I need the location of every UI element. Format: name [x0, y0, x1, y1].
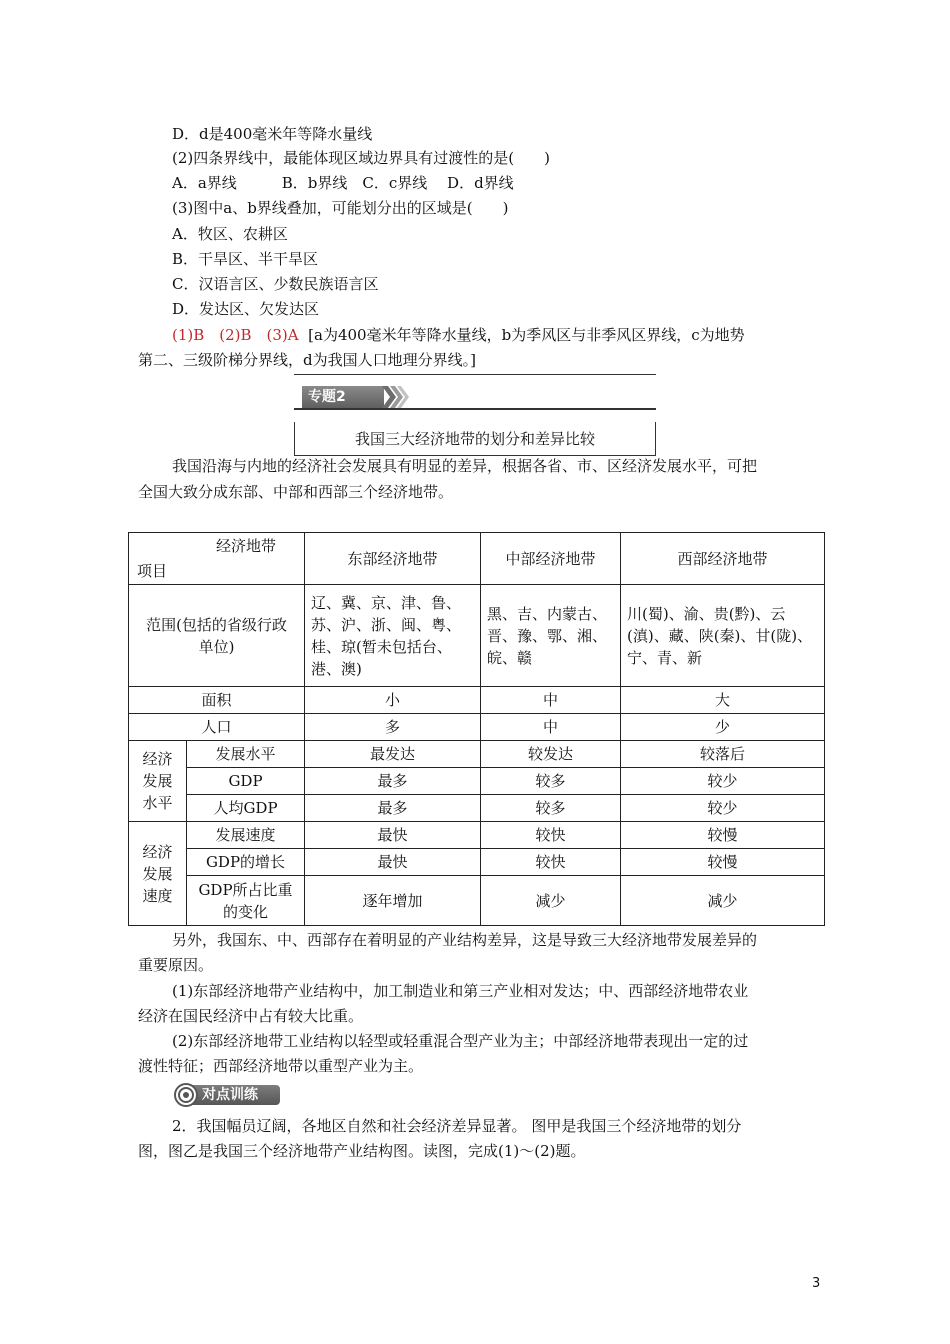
- sub-question-2-options: A．a界线 B．b界线 C．c界线 D．d界线: [172, 174, 514, 192]
- cell-west: 较落后: [621, 741, 825, 768]
- cell-west: 较少: [621, 795, 825, 822]
- economic-zones-table: [128, 532, 825, 926]
- explanation-line-1: [a为400毫米年等降水量线，b为季风区与非季风区界线，c为地势: [308, 326, 745, 344]
- population-label: 人口: [129, 714, 305, 741]
- topic-stripes-icon: [382, 386, 410, 408]
- area-east: 小: [305, 687, 481, 714]
- table-row-area: [129, 687, 825, 714]
- sub-question-3-option-a: A．牧区、农耕区: [172, 225, 288, 243]
- table-row: [129, 768, 825, 795]
- cell-west: 减少: [621, 876, 825, 926]
- explanation-line-2: 第二、三级阶梯分界线，d为我国人口地理分界线。]: [138, 351, 476, 369]
- table-row-scope: [129, 585, 825, 687]
- note-3-line-2: 渡性特征；西部经济地带以重型产业为主。: [138, 1057, 424, 1075]
- area-central: 中: [481, 687, 621, 714]
- population-central: 中: [481, 714, 621, 741]
- cell-east: 最快: [305, 822, 481, 849]
- sub-question-3-option-b: B．干旱区、半干旱区: [172, 250, 319, 268]
- training-badge-label: 对点训练: [188, 1085, 280, 1105]
- cell-west: 较慢: [621, 822, 825, 849]
- cell-central: 较多: [481, 768, 621, 795]
- answer-line: [172, 325, 745, 345]
- row-label: GDP: [187, 768, 305, 795]
- training-badge: [174, 1083, 282, 1107]
- table-row-population: [129, 714, 825, 741]
- option-d: D．d是400毫米年等降水量线: [172, 125, 373, 143]
- column-header-west: 西部经济地带: [621, 533, 825, 585]
- row-label: 发展速度: [187, 822, 305, 849]
- intro-line-2: 全国大致分成东部、中部和西部三个经济地带。: [138, 483, 454, 501]
- cell-east: 最多: [305, 795, 481, 822]
- header-diagonal-cell: [129, 533, 305, 585]
- scope-west: 川(蜀)、渝、贵(黔)、云(滇)、藏、陕(秦)、甘(陇)、宁、青、新: [621, 585, 825, 687]
- header-zone-label: 经济地带: [215, 537, 276, 555]
- speed-group-label: 经济发展速度: [129, 822, 187, 926]
- population-west: 少: [621, 714, 825, 741]
- table-header-row: [129, 533, 825, 585]
- answer-key: (1)B (2)B (3)A: [172, 326, 299, 344]
- table-row: [129, 876, 825, 926]
- cell-west: 较慢: [621, 849, 825, 876]
- area-west: 大: [621, 687, 825, 714]
- level-group-label: 经济发展水平: [129, 741, 187, 822]
- cell-east: 最发达: [305, 741, 481, 768]
- table-row: [129, 741, 825, 768]
- question-2-line-2: 图，图乙是我国三个经济地带产业结构图。读图，完成(1)～(2)题。: [138, 1142, 586, 1160]
- area-label: 面积: [129, 687, 305, 714]
- table-row: [129, 822, 825, 849]
- cell-central: 较快: [481, 822, 621, 849]
- cell-central: 较发达: [481, 741, 621, 768]
- header-item-label: 项目: [137, 562, 168, 580]
- cell-central: 较多: [481, 795, 621, 822]
- sub-question-2-stem: (2)四条界线中，最能体现区域边界具有过渡性的是( ): [172, 149, 550, 167]
- note-1-line-2: 重要原因。: [138, 956, 214, 974]
- column-header-east: 东部经济地带: [305, 533, 481, 585]
- cell-east: 最多: [305, 768, 481, 795]
- cell-central: 减少: [481, 876, 621, 926]
- page-number: 3: [812, 1276, 821, 1291]
- topic-tab: 专题2: [302, 386, 384, 408]
- table-row: [129, 849, 825, 876]
- note-2-line-1: (1)东部经济地带产业结构中，加工制造业和第三产业相对发达；中、西部经济地带农业: [172, 982, 749, 1000]
- scope-label: 范围(包括的省级行政单位): [129, 585, 305, 687]
- target-icon: [174, 1083, 198, 1107]
- column-header-central: 中部经济地带: [481, 533, 621, 585]
- row-label: GDP所占比重的变化: [187, 876, 305, 926]
- note-3-line-1: (2)东部经济地带工业结构以轻型或轻重混合型产业为主；中部经济地带表现出一定的过: [172, 1032, 749, 1050]
- intro-line-1: 我国沿海与内地的经济社会发展具有明显的差异，根据各省、市、区经济发展水平，可把: [172, 457, 758, 475]
- sub-question-3-option-d: D．发达区、欠发达区: [172, 300, 320, 318]
- question-2-line-1: 2．我国幅员辽阔，各地区自然和社会经济差异显著。 图甲是我国三个经济地带的划分: [172, 1117, 742, 1135]
- scope-central: 黑、吉、内蒙古、晋、豫、鄂、湘、皖、赣: [481, 585, 621, 687]
- cell-central: 较快: [481, 849, 621, 876]
- row-label: 人均GDP: [187, 795, 305, 822]
- topic-mid-rule: [294, 408, 656, 410]
- row-label: 发展水平: [187, 741, 305, 768]
- cell-west: 较少: [621, 768, 825, 795]
- topic-top-rule: [294, 374, 656, 375]
- topic-title: 我国三大经济地带的划分和差异比较: [294, 422, 656, 456]
- table-row: [129, 795, 825, 822]
- population-east: 多: [305, 714, 481, 741]
- sub-question-3-option-c: C．汉语言区、少数民族语言区: [172, 275, 379, 293]
- sub-question-3-stem: (3)图中a、b界线叠加，可能划分出的区域是( ): [172, 199, 509, 217]
- topic-header: [294, 374, 656, 456]
- cell-east: 逐年增加: [305, 876, 481, 926]
- note-2-line-2: 经济在国民经济中占有较大比重。: [138, 1007, 364, 1025]
- note-1-line-1: 另外，我国东、中、西部存在着明显的产业结构差异，这是导致三大经济地带发展差异的: [172, 931, 758, 949]
- row-label: GDP的增长: [187, 849, 305, 876]
- scope-east: 辽、冀、京、津、鲁、苏、沪、浙、闽、粤、桂、琼(暂未包括台、港、澳): [305, 585, 481, 687]
- cell-east: 最快: [305, 849, 481, 876]
